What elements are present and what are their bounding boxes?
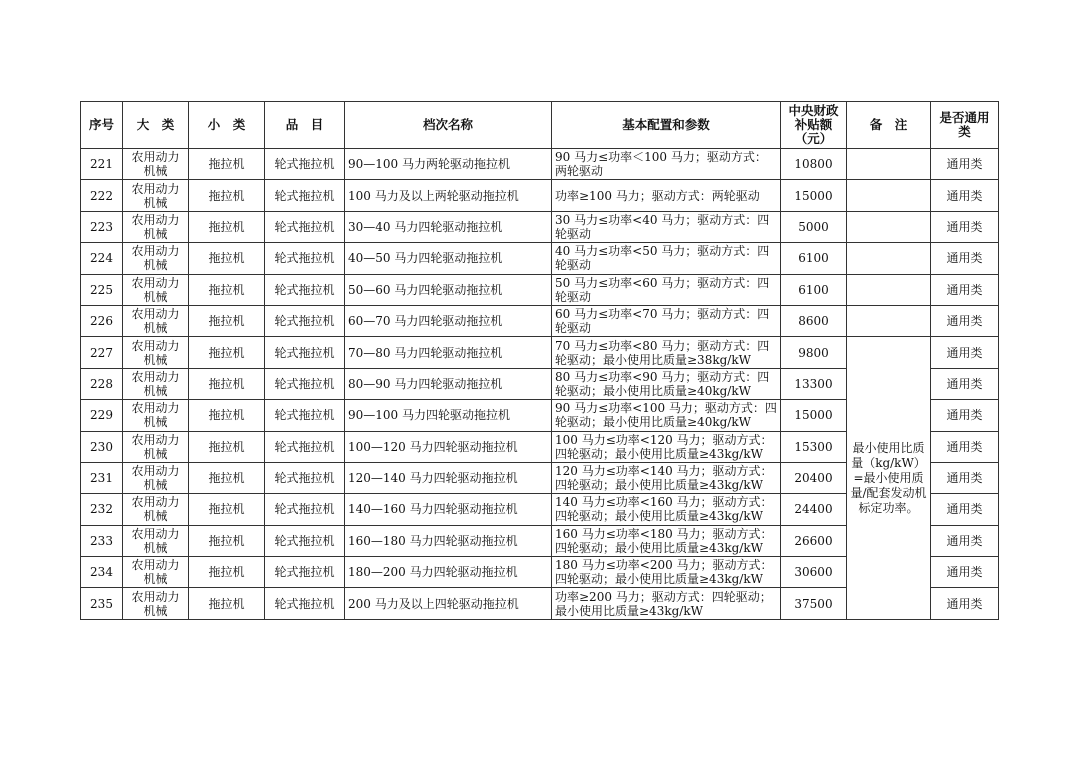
item-cell: 轮式拖拉机	[265, 180, 345, 211]
table-header-row	[81, 102, 999, 149]
grade-cell: 180—200 马力四轮驱动拖拉机	[345, 557, 552, 588]
category-cell: 农用动力机械	[123, 274, 189, 305]
subsidy-cell: 37500	[781, 588, 847, 619]
grade-cell: 90—100 马力四轮驱动拖拉机	[345, 400, 552, 431]
category-cell: 农用动力机械	[123, 525, 189, 556]
general-cell: 通用类	[931, 400, 999, 431]
grade-cell: 30—40 马力四轮驱动拖拉机	[345, 211, 552, 242]
seq-cell: 235	[81, 588, 123, 619]
remark-cell	[847, 305, 931, 336]
item-cell: 轮式拖拉机	[265, 462, 345, 493]
item-cell: 轮式拖拉机	[265, 557, 345, 588]
general-cell: 通用类	[931, 368, 999, 399]
subcategory-cell: 拖拉机	[189, 211, 265, 242]
subcategory-cell: 拖拉机	[189, 368, 265, 399]
config-cell: 90 马力≤功率＜100 马力；驱动方式：两轮驱动	[552, 149, 781, 180]
grade-cell: 140—160 马力四轮驱动拖拉机	[345, 494, 552, 525]
config-cell: 30 马力≤功率<40 马力；驱动方式：四轮驱动	[552, 211, 781, 242]
seq-cell: 226	[81, 305, 123, 336]
category-cell: 农用动力机械	[123, 337, 189, 368]
seq-cell: 232	[81, 494, 123, 525]
seq-cell: 234	[81, 557, 123, 588]
seq-cell: 224	[81, 243, 123, 274]
config-cell: 40 马力≤功率<50 马力；驱动方式：四轮驱动	[552, 243, 781, 274]
subsidy-cell: 20400	[781, 462, 847, 493]
seq-cell: 222	[81, 180, 123, 211]
config-cell: 80 马力≤功率<90 马力；驱动方式：四轮驱动；最小使用比质量≥40kg/kW	[552, 368, 781, 399]
config-cell: 70 马力≤功率<80 马力；驱动方式：四轮驱动；最小使用比质量≥38kg/kW	[552, 337, 781, 368]
subsidy-cell: 26600	[781, 525, 847, 556]
item-cell: 轮式拖拉机	[265, 400, 345, 431]
general-cell: 通用类	[931, 588, 999, 619]
subcategory-cell: 拖拉机	[189, 588, 265, 619]
subcategory-cell: 拖拉机	[189, 400, 265, 431]
subsidy-cell: 15000	[781, 400, 847, 431]
grade-cell: 40—50 马力四轮驱动拖拉机	[345, 243, 552, 274]
seq-cell: 223	[81, 211, 123, 242]
seq-cell: 230	[81, 431, 123, 462]
grade-cell: 100 马力及以上两轮驱动拖拉机	[345, 180, 552, 211]
seq-cell: 229	[81, 400, 123, 431]
category-cell: 农用动力机械	[123, 462, 189, 493]
seq-cell: 225	[81, 274, 123, 305]
grade-cell: 200 马力及以上四轮驱动拖拉机	[345, 588, 552, 619]
category-cell: 农用动力机械	[123, 557, 189, 588]
grade-cell: 60—70 马力四轮驱动拖拉机	[345, 305, 552, 336]
remark-cell	[847, 274, 931, 305]
subsidy-table	[80, 101, 999, 620]
remark-cell	[847, 211, 931, 242]
subsidy-cell: 6100	[781, 274, 847, 305]
subcategory-cell: 拖拉机	[189, 243, 265, 274]
item-cell: 轮式拖拉机	[265, 243, 345, 274]
config-cell: 140 马力≤功率<160 马力；驱动方式：四轮驱动；最小使用比质量≥43kg/kW	[552, 494, 781, 525]
subsidy-cell: 15000	[781, 180, 847, 211]
subcategory-cell: 拖拉机	[189, 180, 265, 211]
subcategory-cell: 拖拉机	[189, 274, 265, 305]
category-cell: 农用动力机械	[123, 243, 189, 274]
subcategory-cell: 拖拉机	[189, 525, 265, 556]
subsidy-cell: 9800	[781, 337, 847, 368]
header-col-general: 是否通用类	[931, 102, 999, 149]
subsidy-cell: 30600	[781, 557, 847, 588]
remark-merged-cell: 最小使用比质量（kg/kW）=最小使用质量/配套发动机标定功率。	[847, 337, 931, 620]
table-row	[81, 211, 999, 242]
item-cell: 轮式拖拉机	[265, 494, 345, 525]
category-cell: 农用动力机械	[123, 149, 189, 180]
table-row	[81, 149, 999, 180]
subcategory-cell: 拖拉机	[189, 149, 265, 180]
general-cell: 通用类	[931, 462, 999, 493]
config-cell: 120 马力≤功率<140 马力；驱动方式：四轮驱动；最小使用比质量≥43kg/kW	[552, 462, 781, 493]
category-cell: 农用动力机械	[123, 400, 189, 431]
remark-cell	[847, 180, 931, 211]
config-cell: 功率≥100 马力；驱动方式：两轮驱动	[552, 180, 781, 211]
category-cell: 农用动力机械	[123, 180, 189, 211]
table-row	[81, 243, 999, 274]
grade-cell: 70—80 马力四轮驱动拖拉机	[345, 337, 552, 368]
config-cell: 60 马力≤功率<70 马力；驱动方式：四轮驱动	[552, 305, 781, 336]
item-cell: 轮式拖拉机	[265, 149, 345, 180]
table-row	[81, 180, 999, 211]
grade-cell: 80—90 马力四轮驱动拖拉机	[345, 368, 552, 399]
config-cell: 90 马力≤功率<100 马力；驱动方式：四轮驱动；最小使用比质量≥40kg/kW	[552, 400, 781, 431]
general-cell: 通用类	[931, 274, 999, 305]
config-cell: 50 马力≤功率<60 马力；驱动方式：四轮驱动	[552, 274, 781, 305]
subsidy-cell: 5000	[781, 211, 847, 242]
table-row	[81, 305, 999, 336]
category-cell: 农用动力机械	[123, 305, 189, 336]
subsidy-cell: 13300	[781, 368, 847, 399]
seq-cell: 227	[81, 337, 123, 368]
item-cell: 轮式拖拉机	[265, 337, 345, 368]
seq-cell: 228	[81, 368, 123, 399]
general-cell: 通用类	[931, 431, 999, 462]
general-cell: 通用类	[931, 494, 999, 525]
general-cell: 通用类	[931, 180, 999, 211]
category-cell: 农用动力机械	[123, 494, 189, 525]
header-col-seq: 序号	[81, 102, 123, 149]
general-cell: 通用类	[931, 525, 999, 556]
table-row	[81, 337, 999, 368]
general-cell: 通用类	[931, 243, 999, 274]
header-col-category: 大 类	[123, 102, 189, 149]
config-cell: 160 马力≤功率<180 马力；驱动方式：四轮驱动；最小使用比质量≥43kg/kW	[552, 525, 781, 556]
header-col-grade: 档次名称	[345, 102, 552, 149]
subsidy-cell: 6100	[781, 243, 847, 274]
config-cell: 100 马力≤功率<120 马力；驱动方式：四轮驱动；最小使用比质量≥43kg/kW	[552, 431, 781, 462]
item-cell: 轮式拖拉机	[265, 525, 345, 556]
general-cell: 通用类	[931, 305, 999, 336]
grade-cell: 120—140 马力四轮驱动拖拉机	[345, 462, 552, 493]
header-col-subsidy: 中央财政补贴额（元）	[781, 102, 847, 149]
remark-cell	[847, 243, 931, 274]
subsidy-cell: 8600	[781, 305, 847, 336]
subsidy-cell: 24400	[781, 494, 847, 525]
seq-cell: 231	[81, 462, 123, 493]
item-cell: 轮式拖拉机	[265, 588, 345, 619]
general-cell: 通用类	[931, 149, 999, 180]
table-row	[81, 274, 999, 305]
item-cell: 轮式拖拉机	[265, 431, 345, 462]
subcategory-cell: 拖拉机	[189, 557, 265, 588]
item-cell: 轮式拖拉机	[265, 211, 345, 242]
config-cell: 180 马力≤功率<200 马力；驱动方式：四轮驱动；最小使用比质量≥43kg/kW	[552, 557, 781, 588]
general-cell: 通用类	[931, 211, 999, 242]
header-col-item: 品 目	[265, 102, 345, 149]
header-col-config: 基本配置和参数	[552, 102, 781, 149]
header-col-subcategory: 小 类	[189, 102, 265, 149]
remark-cell	[847, 149, 931, 180]
subcategory-cell: 拖拉机	[189, 337, 265, 368]
category-cell: 农用动力机械	[123, 368, 189, 399]
item-cell: 轮式拖拉机	[265, 274, 345, 305]
grade-cell: 50—60 马力四轮驱动拖拉机	[345, 274, 552, 305]
category-cell: 农用动力机械	[123, 431, 189, 462]
seq-cell: 221	[81, 149, 123, 180]
category-cell: 农用动力机械	[123, 588, 189, 619]
item-cell: 轮式拖拉机	[265, 305, 345, 336]
header-col-remark: 备 注	[847, 102, 931, 149]
subsidy-cell: 10800	[781, 149, 847, 180]
seq-cell: 233	[81, 525, 123, 556]
subcategory-cell: 拖拉机	[189, 431, 265, 462]
general-cell: 通用类	[931, 557, 999, 588]
category-cell: 农用动力机械	[123, 211, 189, 242]
item-cell: 轮式拖拉机	[265, 368, 345, 399]
grade-cell: 90—100 马力两轮驱动拖拉机	[345, 149, 552, 180]
subcategory-cell: 拖拉机	[189, 494, 265, 525]
grade-cell: 160—180 马力四轮驱动拖拉机	[345, 525, 552, 556]
grade-cell: 100—120 马力四轮驱动拖拉机	[345, 431, 552, 462]
subcategory-cell: 拖拉机	[189, 305, 265, 336]
subcategory-cell: 拖拉机	[189, 462, 265, 493]
subsidy-cell: 15300	[781, 431, 847, 462]
config-cell: 功率≥200 马力；驱动方式：四轮驱动；最小使用比质量≥43kg/kW	[552, 588, 781, 619]
general-cell: 通用类	[931, 337, 999, 368]
